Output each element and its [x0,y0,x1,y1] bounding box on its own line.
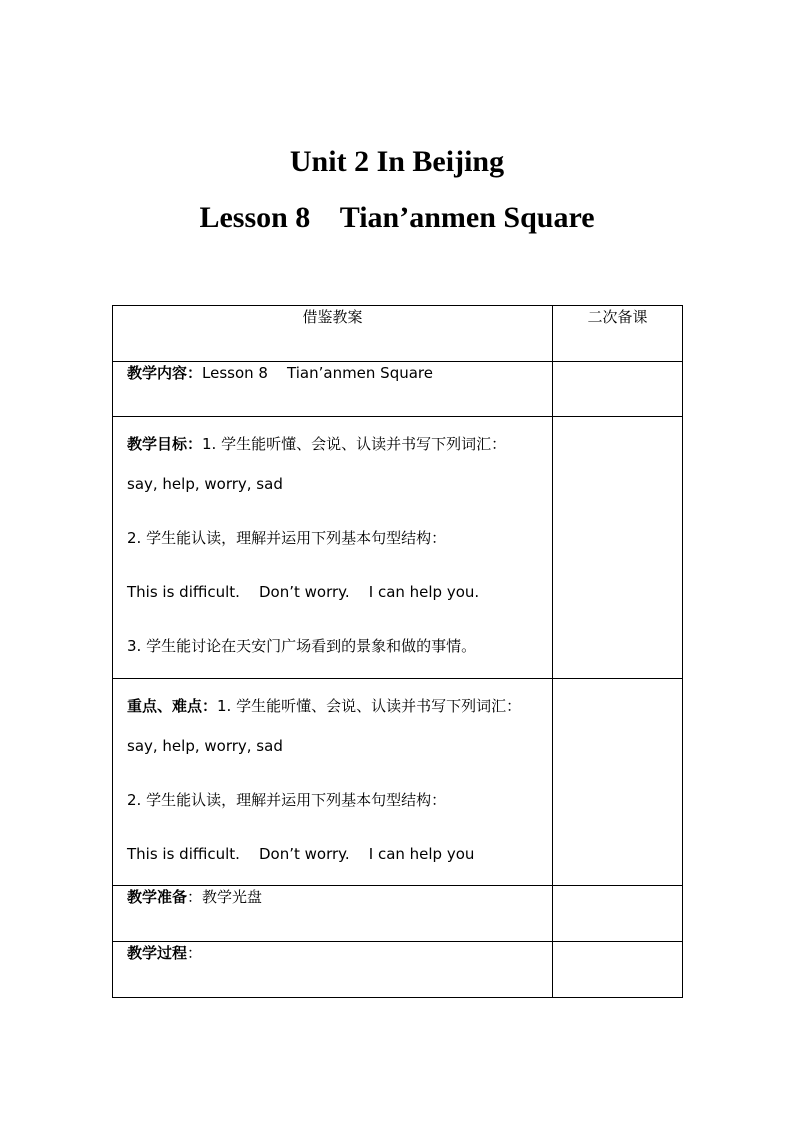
header-second-prep: 二次备课 [553,306,683,362]
table-row-preparation [113,886,683,942]
notes-cell-goals [553,417,683,679]
process-text: ： [187,944,203,962]
key-line-2: say, help, worry, sad [127,737,283,755]
preparation-label: 教学准备 [127,888,188,906]
document-title: Unit 2 In Beijing [289,145,505,178]
key-points-cell [113,679,553,886]
lesson-plan-table [112,305,683,998]
goals-line-2: say, help, worry, sad [127,475,283,493]
process-cell [113,942,553,998]
notes-cell-process [553,942,683,998]
teaching-content-cell [113,362,553,417]
goals-line-5: 3. 学生能讨论在天安门广场看到的景象和做的事情。 [127,637,477,655]
preparation-text: ：教学光盘 [187,888,263,906]
goals-line-3: 2. 学生能认读，理解并运用下列基本句型结构： [127,529,447,547]
notes-cell-content [553,362,683,417]
table-header-row [113,306,683,362]
key-line-4: This is difficult. Don’t worry. I can help you [127,845,475,863]
teaching-content-text: Lesson 8 Tian’anmen Square [202,364,433,382]
teaching-content-label: 教学内容： [127,364,203,382]
goals-line-1-text: 1. 学生能听懂、会说、认读并书写下列词汇： [202,435,507,453]
goals-line-4: This is difficult. Don’t worry. I can help you. [127,583,480,601]
notes-cell-key-points [553,679,683,886]
table-row-teaching-goals [113,417,683,679]
key-line-1-text: 1. 学生能听懂、会说、认读并书写下列词汇： [217,697,522,715]
table-row-teaching-content [113,362,683,417]
teaching-goals-cell [113,417,553,679]
teaching-goals-label: 教学目标： [127,435,203,453]
document-subtitle: Lesson 8 Tian’anmen Square [199,201,595,234]
table-row-process [113,942,683,998]
preparation-cell [113,886,553,942]
notes-cell-preparation [553,886,683,942]
table-row-key-points [113,679,683,886]
process-label: 教学过程 [127,944,188,962]
header-borrowed-plan: 借鉴教案 [113,306,553,362]
key-points-label: 重点、难点： [127,697,218,715]
key-line-3: 2. 学生能认读，理解并运用下列基本句型结构： [127,791,447,809]
